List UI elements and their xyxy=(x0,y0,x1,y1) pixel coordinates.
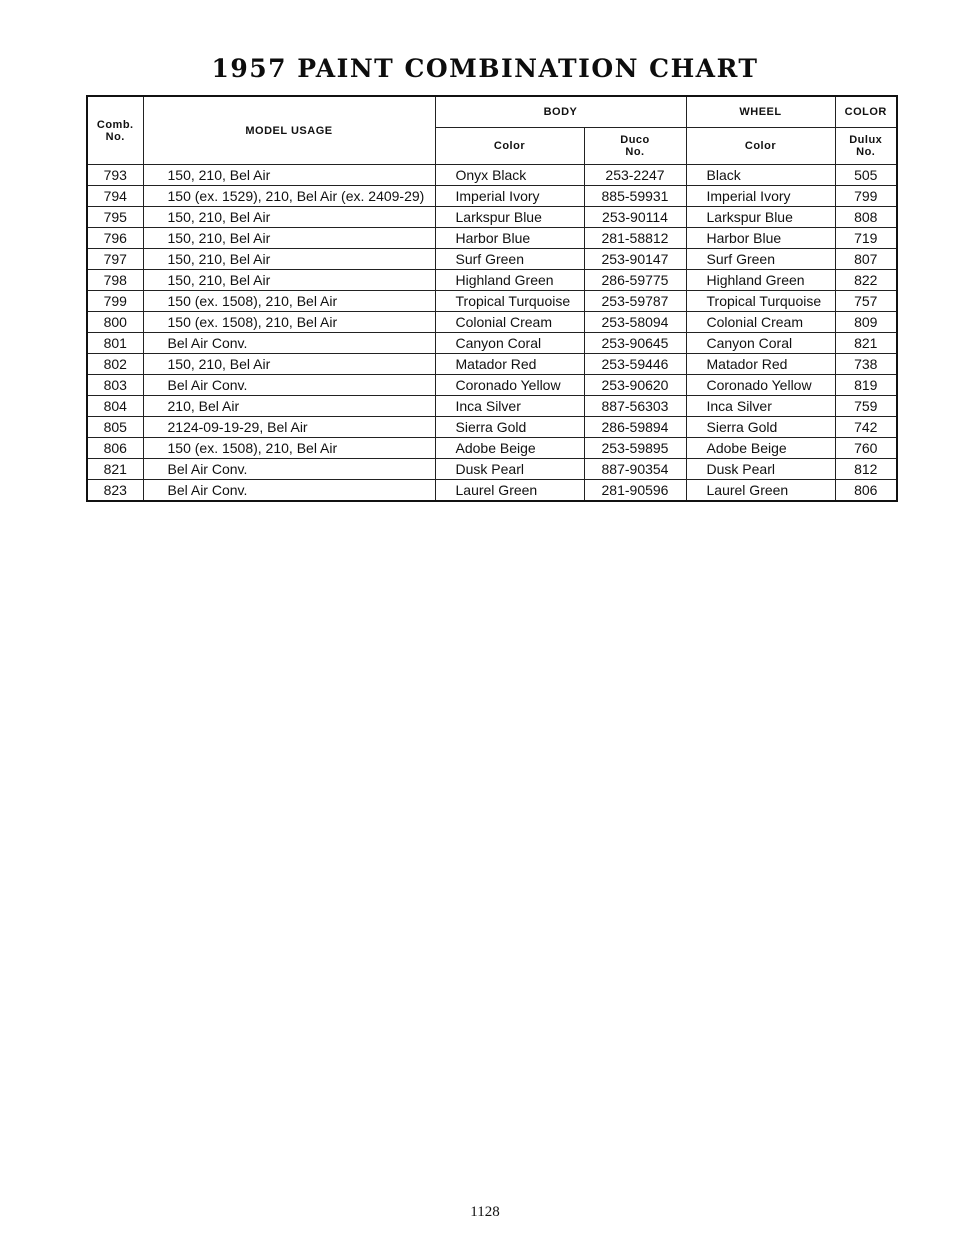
wheel-header: WHEEL xyxy=(686,96,835,128)
model-usage-cell: 150 (ex. 1508), 210, Bel Air xyxy=(143,438,435,459)
body-color-cell: Adobe Beige xyxy=(435,438,584,459)
table-row xyxy=(87,312,897,333)
dulux-no-cell: 821 xyxy=(835,333,897,354)
table-header xyxy=(87,96,897,165)
dulux-no-cell: 806 xyxy=(835,480,897,502)
duco-no-cell: 253-90114 xyxy=(584,207,686,228)
dulux-no-cell: 757 xyxy=(835,291,897,312)
model-usage-header: MODEL USAGE xyxy=(143,96,435,165)
duco-no-cell: 253-59446 xyxy=(584,354,686,375)
duco-no-header xyxy=(584,128,686,165)
duco-no-cell: 281-58812 xyxy=(584,228,686,249)
comb-no-cell: 806 xyxy=(87,438,143,459)
model-usage-cell: 210, Bel Air xyxy=(143,396,435,417)
duco-no-cell: 253-90147 xyxy=(584,249,686,270)
wheel-color-cell: Sierra Gold xyxy=(686,417,835,438)
duco-no-cell: 253-59895 xyxy=(584,438,686,459)
comb-no-cell: 795 xyxy=(87,207,143,228)
wheel-color-header: Color xyxy=(686,128,835,165)
dulux-no-cell: 505 xyxy=(835,165,897,186)
dulux-no-cell: 812 xyxy=(835,459,897,480)
dulux-header-line1: Dulux xyxy=(849,134,883,146)
wheel-color-cell: Imperial Ivory xyxy=(686,186,835,207)
wheel-color-cell: Surf Green xyxy=(686,249,835,270)
model-usage-cell: 150, 210, Bel Air xyxy=(143,207,435,228)
wheel-color-cell: Adobe Beige xyxy=(686,438,835,459)
table-row xyxy=(87,270,897,291)
body-color-cell: Colonial Cream xyxy=(435,312,584,333)
body-color-cell: Inca Silver xyxy=(435,396,584,417)
model-usage-cell: Bel Air Conv. xyxy=(143,333,435,354)
body-color-header: Color xyxy=(435,128,584,165)
dulux-no-cell: 759 xyxy=(835,396,897,417)
wheel-color-cell: Harbor Blue xyxy=(686,228,835,249)
dulux-no-cell: 760 xyxy=(835,438,897,459)
page-title: 1957 PAINT COMBINATION CHART xyxy=(211,54,759,83)
body-color-cell: Sierra Gold xyxy=(435,417,584,438)
wheel-color-cell: Canyon Coral xyxy=(686,333,835,354)
table-row xyxy=(87,333,897,354)
body-color-cell: Tropical Turquoise xyxy=(435,291,584,312)
model-usage-cell: 150, 210, Bel Air xyxy=(143,228,435,249)
body-color-cell: Surf Green xyxy=(435,249,584,270)
table-row xyxy=(87,354,897,375)
dulux-no-cell: 819 xyxy=(835,375,897,396)
comb-no-cell: 800 xyxy=(87,312,143,333)
duco-no-cell: 253-59787 xyxy=(584,291,686,312)
wheel-color-cell: Dusk Pearl xyxy=(686,459,835,480)
duco-no-cell: 253-90620 xyxy=(584,375,686,396)
wheel-color-cell: Highland Green xyxy=(686,270,835,291)
dulux-no-cell: 809 xyxy=(835,312,897,333)
table-row xyxy=(87,186,897,207)
comb-no-cell: 802 xyxy=(87,354,143,375)
wheel-color-cell: Colonial Cream xyxy=(686,312,835,333)
table-row xyxy=(87,459,897,480)
wheel-color-cell: Black xyxy=(686,165,835,186)
duco-no-cell: 887-90354 xyxy=(584,459,686,480)
model-usage-cell: 150, 210, Bel Air xyxy=(143,354,435,375)
duco-no-cell: 887-56303 xyxy=(584,396,686,417)
table-row xyxy=(87,396,897,417)
model-usage-cell: 2124-09-19-29, Bel Air xyxy=(143,417,435,438)
table-row xyxy=(87,291,897,312)
dulux-no-cell: 719 xyxy=(835,228,897,249)
comb-no-cell: 793 xyxy=(87,165,143,186)
body-color-cell: Imperial Ivory xyxy=(435,186,584,207)
body-color-cell: Highland Green xyxy=(435,270,584,291)
wheel-color-cell: Inca Silver xyxy=(686,396,835,417)
duco-no-cell: 253-2247 xyxy=(584,165,686,186)
table-row xyxy=(87,438,897,459)
wheel-color-cell: Larkspur Blue xyxy=(686,207,835,228)
table-row xyxy=(87,480,897,502)
model-usage-cell: Bel Air Conv. xyxy=(143,459,435,480)
dulux-no-cell: 799 xyxy=(835,186,897,207)
model-usage-cell: Bel Air Conv. xyxy=(143,480,435,502)
table-row xyxy=(87,228,897,249)
dulux-no-cell: 807 xyxy=(835,249,897,270)
duco-no-cell: 286-59775 xyxy=(584,270,686,291)
paint-combination-table xyxy=(86,95,898,502)
comb-no-header-line2: No. xyxy=(105,130,125,143)
body-color-cell: Matador Red xyxy=(435,354,584,375)
comb-no-cell: 794 xyxy=(87,186,143,207)
body-header: BODY xyxy=(435,96,686,128)
duco-no-cell: 253-90645 xyxy=(584,333,686,354)
wheel-color-cell: Matador Red xyxy=(686,354,835,375)
comb-no-cell: 798 xyxy=(87,270,143,291)
body-color-cell: Coronado Yellow xyxy=(435,375,584,396)
duco-no-cell: 281-90596 xyxy=(584,480,686,502)
duco-header-line1: Duco xyxy=(620,134,650,146)
comb-no-cell: 821 xyxy=(87,459,143,480)
wheel-color-cell: Laurel Green xyxy=(686,480,835,502)
duco-no-cell: 885-59931 xyxy=(584,186,686,207)
dulux-no-cell: 822 xyxy=(835,270,897,291)
table-row xyxy=(87,165,897,186)
comb-no-cell: 797 xyxy=(87,249,143,270)
duco-header-line2: No. xyxy=(625,146,645,158)
comb-no-cell: 796 xyxy=(87,228,143,249)
model-usage-cell: 150, 210, Bel Air xyxy=(143,270,435,291)
wheel-color-cell: Tropical Turquoise xyxy=(686,291,835,312)
comb-no-cell: 801 xyxy=(87,333,143,354)
wheel-color-cell: Coronado Yellow xyxy=(686,375,835,396)
table-row xyxy=(87,375,897,396)
body-color-cell: Onyx Black xyxy=(435,165,584,186)
comb-no-cell: 805 xyxy=(87,417,143,438)
model-usage-cell: 150 (ex. 1508), 210, Bel Air xyxy=(143,312,435,333)
model-usage-cell: Bel Air Conv. xyxy=(143,375,435,396)
comb-no-cell: 823 xyxy=(87,480,143,502)
dulux-no-cell: 808 xyxy=(835,207,897,228)
body-color-cell: Canyon Coral xyxy=(435,333,584,354)
comb-no-cell: 799 xyxy=(87,291,143,312)
dulux-no-cell: 742 xyxy=(835,417,897,438)
table-row xyxy=(87,249,897,270)
comb-no-header-line1: Comb. xyxy=(96,118,134,131)
body-color-cell: Laurel Green xyxy=(435,480,584,502)
table-body xyxy=(87,165,897,502)
duco-no-cell: 253-58094 xyxy=(584,312,686,333)
body-color-cell: Dusk Pearl xyxy=(435,459,584,480)
comb-no-cell: 803 xyxy=(87,375,143,396)
dulux-no-cell: 738 xyxy=(835,354,897,375)
model-usage-cell: 150, 210, Bel Air xyxy=(143,249,435,270)
duco-no-cell: 286-59894 xyxy=(584,417,686,438)
comb-no-header xyxy=(87,96,143,165)
body-color-cell: Harbor Blue xyxy=(435,228,584,249)
table-row xyxy=(87,417,897,438)
model-usage-cell: 150 (ex. 1529), 210, Bel Air (ex. 2409-29) xyxy=(143,186,435,207)
model-usage-cell: 150, 210, Bel Air xyxy=(143,165,435,186)
dulux-header-line2: No. xyxy=(856,146,876,158)
table-row xyxy=(87,207,897,228)
dulux-no-header xyxy=(835,128,897,165)
comb-no-cell: 804 xyxy=(87,396,143,417)
color-header: COLOR xyxy=(835,96,897,128)
model-usage-cell: 150 (ex. 1508), 210, Bel Air xyxy=(143,291,435,312)
page-number: 1128 xyxy=(470,1204,500,1220)
body-color-cell: Larkspur Blue xyxy=(435,207,584,228)
